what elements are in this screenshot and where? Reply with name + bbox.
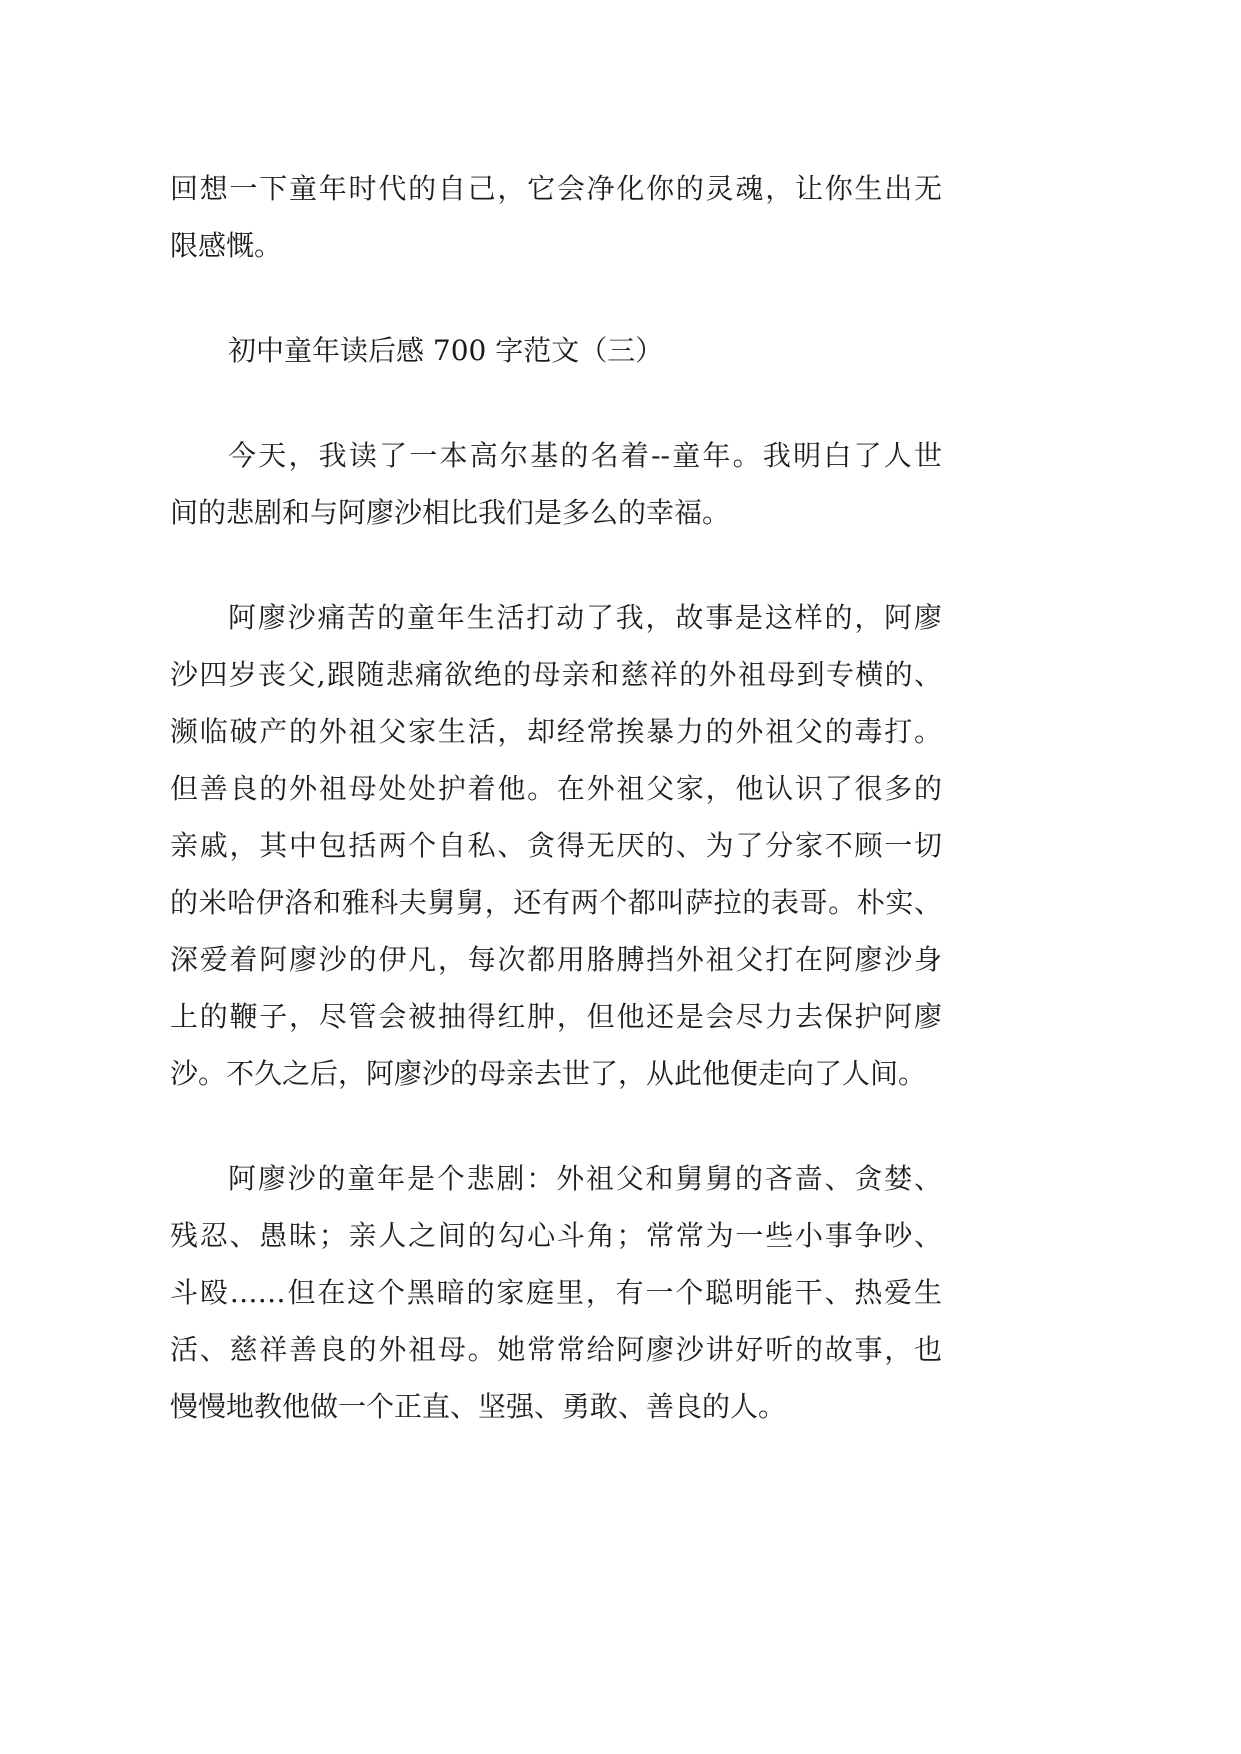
paragraph-line: 残忍、愚昧；亲人之间的勾心斗角；常常为一些小事争吵、 [170, 1219, 942, 1252]
continuation-paragraph [170, 160, 942, 274]
paragraph [170, 589, 942, 1102]
paragraph [170, 1150, 942, 1435]
paragraph [170, 427, 942, 541]
section-title-block [170, 322, 942, 379]
paragraph-line: 回想一下童年时代的自己，它会净化你的灵魂，让你生出无 [170, 172, 942, 205]
paragraph-line: 慢慢地教他做一个正直、坚强、勇敢、善良的人。 [170, 1390, 787, 1423]
paragraph-line: 阿廖沙痛苦的童年生活打动了我，故事是这样的，阿廖 [228, 601, 942, 634]
paragraph-line: 间的悲剧和与阿廖沙相比我们是多么的幸福。 [170, 496, 731, 529]
paragraph-line: 今天，我读了一本高尔基的名着--童年。我明白了人世 [228, 439, 942, 472]
paragraph-line: 限感慨。 [170, 229, 283, 262]
paragraph-line: 但善良的外祖母处处护着他。在外祖父家，他认识了很多的 [170, 772, 942, 805]
paragraph-line: 上的鞭子，尽管会被抽得红肿，但他还是会尽力去保护阿廖 [170, 1000, 942, 1033]
paragraph-line: 濒临破产的外祖父家生活，却经常挨暴力的外祖父的毒打。 [170, 715, 942, 748]
paragraph-line: 沙。不久之后，阿廖沙的母亲去世了，从此他便走向了人间。 [170, 1057, 927, 1090]
paragraph-line: 深爱着阿廖沙的伊凡，每次都用胳膊挡外祖父打在阿廖沙身 [170, 943, 942, 976]
paragraph-line: 阿廖沙的童年是个悲剧：外祖父和舅舅的吝啬、贪婪、 [228, 1162, 942, 1195]
paragraph-line: 的米哈伊洛和雅科夫舅舅，还有两个都叫萨拉的表哥。朴实、 [170, 886, 942, 919]
paragraph-line: 斗殴……但在这个黑暗的家庭里，有一个聪明能干、热爱生 [170, 1276, 942, 1309]
paragraph-line: 活、慈祥善良的外祖母。她常常给阿廖沙讲好听的故事，也 [170, 1333, 942, 1366]
paragraph-line: 亲戚，其中包括两个自私、贪得无厌的、为了分家不顾一切 [170, 829, 942, 862]
paragraph-line: 沙四岁丧父,跟随悲痛欲绝的母亲和慈祥的外祖母到专横的、 [170, 658, 942, 691]
document-body [170, 160, 942, 1435]
section-title: 初中童年读后感 700 字范文（三） [228, 334, 664, 367]
